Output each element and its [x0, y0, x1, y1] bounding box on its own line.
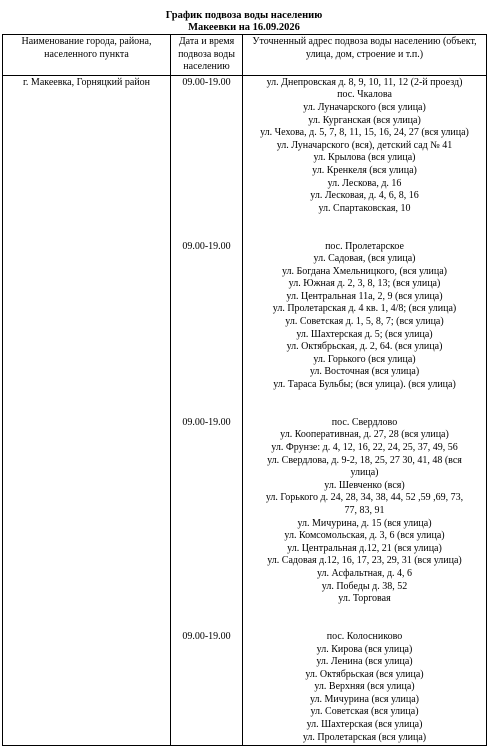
city-cell — [3, 75, 171, 745]
blank-line — [245, 228, 484, 241]
address-line: ул. Свердлова, д. 9-2, 18, 25, 27 30, 41, 48 (вся — [267, 454, 462, 466]
blank-line — [245, 606, 484, 619]
address-line: ул. Курганская (вся улица) — [308, 114, 421, 126]
address-line: ул. Горького д. 24, 28, 34, 38, 44, 52 ,59 ,69, 73, — [265, 492, 464, 504]
address-line: ул. Южная д. 2, 3, 8, 13; (вся улица) — [288, 278, 441, 290]
address-line: ул. Фрунзе: д. 4, 12, 16, 22, 24, 25, 37, 49, 56 — [271, 442, 458, 453]
column-header-time: Дата и время подвоза воды населению — [171, 35, 243, 76]
address-line: ул. Верхняя (вся улица) — [314, 681, 415, 693]
address-line: пос. Пролетарское — [325, 240, 404, 252]
address-line: ул. Богдана Хмельницкого, (вся улица) — [281, 265, 448, 277]
address-line: ул. Восточная (вся улица) — [309, 366, 420, 378]
table-header-row — [3, 35, 487, 76]
document-subtitle: Макеевки на 16.09.2026 — [188, 22, 300, 33]
address-line: ул. Кирова (вся улица) — [316, 643, 413, 655]
address-line: ул. Мичурина, д. 15 (вся улица) — [297, 517, 432, 529]
address-group — [245, 241, 484, 417]
delivery-time-group — [173, 77, 240, 241]
address-line: ул. Лескова, д. 16 — [327, 177, 402, 189]
city-name: г. Макеевка, Горняцкий район — [22, 76, 151, 88]
address-line: ул. Центральная 11а, 2, 9 (вся улица) — [286, 290, 443, 302]
address-line: ул. Победы д. 38, 52 — [321, 580, 408, 592]
blank-line — [245, 618, 484, 631]
address-line: ул. Асфальтная, д. 4, 6 — [316, 567, 413, 579]
address-line: ул. Луначарского (вся), детский сад № 41 — [276, 139, 453, 151]
document-title: График подвоза воды населению — [165, 10, 323, 21]
address-line: ул. Кооперативная, д. 27, 28 (вся улица) — [280, 429, 449, 441]
address-line: ул. Лесковая, д. 4, 6, 8, 16 — [310, 190, 419, 202]
delivery-time-group — [173, 631, 240, 744]
delivery-time: 09.00-19.00 — [182, 416, 231, 428]
address-line: ул. Советская (вся улица) — [310, 706, 419, 718]
address-line: ул. Крылова (вся улица) — [313, 152, 416, 164]
address-group — [245, 417, 484, 631]
address-line: пос. Колосниково — [326, 630, 403, 642]
table-row — [3, 75, 487, 745]
address-line: ул. Садовая д.12, 16, 17, 23, 29, 31 (вся улица) — [267, 555, 462, 567]
address-line: ул. Кренкеля (вся улица) — [312, 164, 417, 176]
time-cell — [171, 75, 243, 745]
address-line: ул. Октябрьская, д. 2, 64. (вся улица) — [286, 341, 443, 353]
address-line: ул. Пролетарская (вся улица) — [302, 731, 427, 743]
delivery-time: 09.00-19.00 — [182, 631, 231, 643]
address-line: ул. Мичурина (вся улица) — [309, 693, 420, 705]
column-header-city: Наименование города, района, населенного пункта — [3, 35, 171, 76]
delivery-time-group — [173, 241, 240, 417]
water-schedule-table — [2, 34, 487, 746]
address-line: пос. Чкалова — [337, 89, 392, 101]
address-line: ул. Спартаковская, 10 — [318, 202, 411, 214]
address-line: ул. Горького (вся улица) — [313, 353, 416, 365]
address-line: ул. Советская д. 1, 5, 8, 7; (вся улица) — [285, 316, 444, 328]
address-line: пос. Свердлово — [331, 416, 398, 428]
address-line: ул. Центральная д.12, 21 (вся улица) — [287, 542, 442, 554]
blank-line — [245, 392, 484, 405]
address-line: ул. Тараса Бульбы; (вся улица). (вся улица) — [273, 379, 456, 391]
address-line: ул. Торговая — [338, 593, 391, 605]
address-line: ул. Комсомольская, д. 3, 6 (вся улица) — [284, 530, 445, 542]
address-group — [245, 631, 484, 744]
address-line: ул. Пролетарская д. 4 кв. 1, 4/8; (вся улица) — [272, 303, 457, 315]
blank-line — [245, 404, 484, 417]
address-line: ул. Луначарского (вся улица) — [303, 101, 426, 113]
address-line: 77, 83, 91 — [344, 504, 385, 516]
delivery-time-group — [173, 417, 240, 631]
address-line: ул. Чехова, д. 5, 7, 8, 11, 15, 16, 24, 27 (вся улица) — [260, 127, 469, 139]
address-line: ул. Ленина (вся улица) — [316, 656, 413, 668]
address-group — [245, 77, 484, 241]
delivery-time: 09.00-19.00 — [182, 76, 231, 88]
address-line: ул. Шахтерская (вся улица) — [306, 719, 423, 731]
delivery-time: 09.00-19.00 — [182, 240, 231, 252]
address-cell — [243, 75, 487, 745]
address-line: улица) — [350, 467, 379, 479]
blank-line — [245, 215, 484, 228]
address-line: ул. Днепровская д. 8, 9, 10, 11, 12 (2-й проезд) — [266, 76, 463, 88]
address-line: ул. Шахтерская д. 5; (вся улица) — [296, 328, 433, 340]
address-line: ул. Шевченко (вся) — [324, 479, 405, 491]
address-line: ул. Октябрьская (вся улица) — [305, 668, 424, 680]
address-line: ул. Садовая, (вся улица) — [313, 253, 416, 265]
column-header-address: Уточненный адрес подвоза воды населению (объект, улица, дом, строение и т.п.) — [243, 35, 487, 76]
